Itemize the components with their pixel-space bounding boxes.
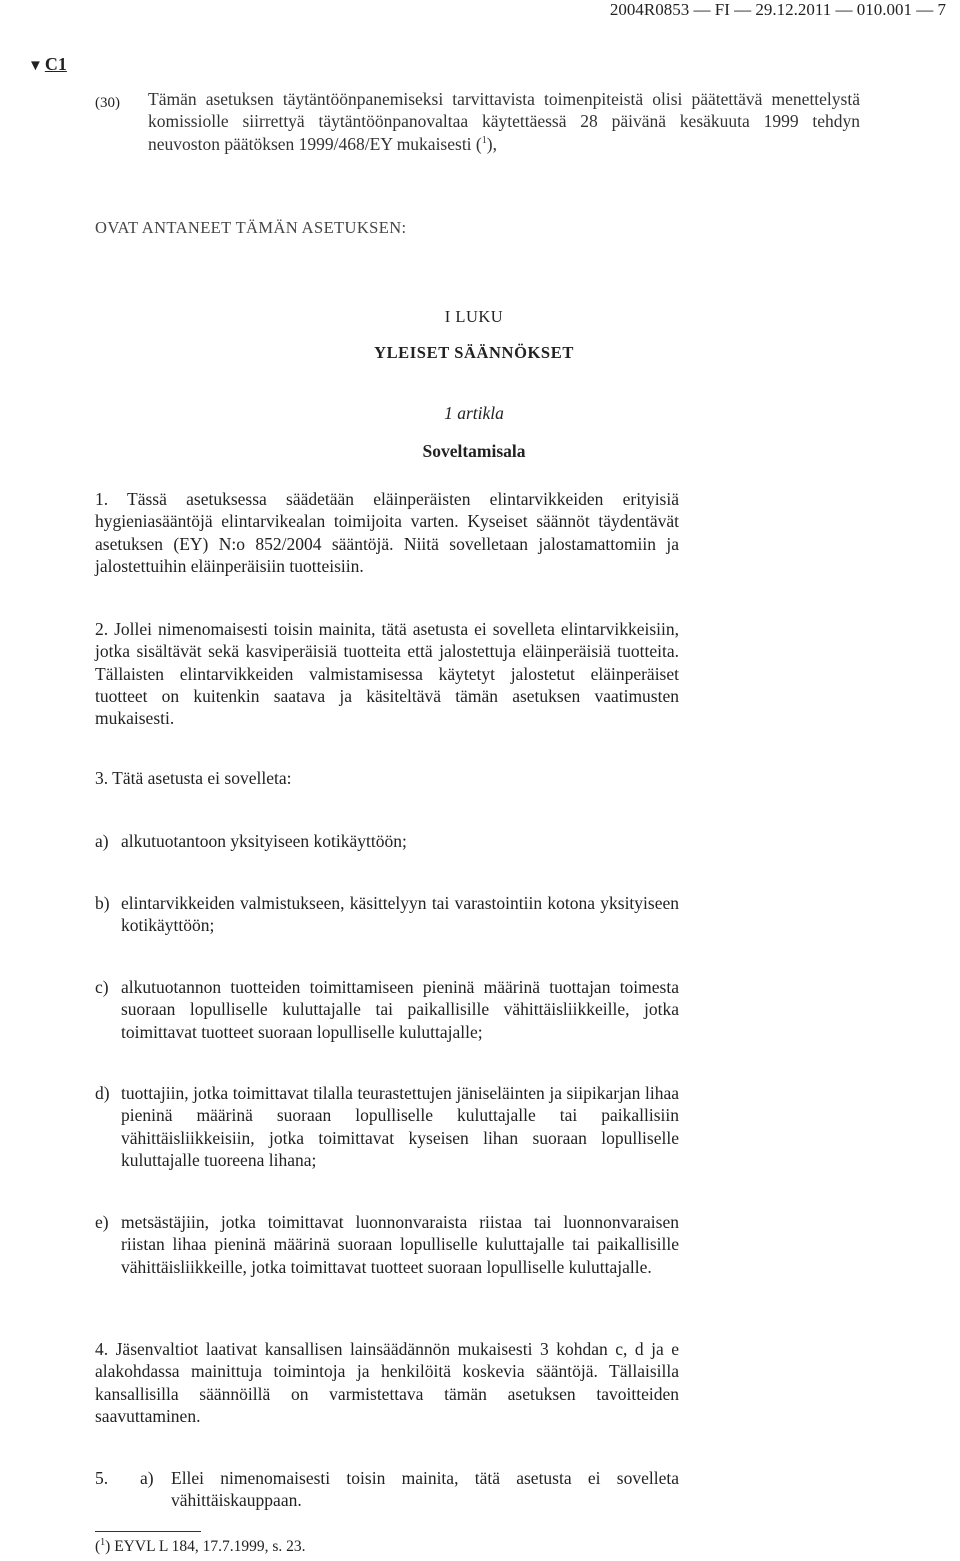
recital-text — [148, 88, 860, 155]
list-item — [95, 830, 679, 852]
enacting-formula: OVAT ANTANEET TÄMÄN ASETUKSEN: — [95, 218, 407, 237]
list-item-text: elintarvikkeiden valmistukseen, käsittelyyn tai varastointiin kotona yksityiseen kotikäyttöön; — [121, 893, 679, 936]
list-item-label: d) — [95, 1083, 110, 1103]
recital-body: Tämän asetuksen täytäntöönpanemiseksi tarvittavista toimenpiteistä olisi päätettävä menettelystä komissiolle siirrettyä täytäntöönpanovaltaa käytettäessä 28 päivänä kesäkuuta 1999 tehdyn neuvoston päätöksen 1999/468/EY mukaisesti ( — [148, 89, 860, 154]
paragraph-3: 3. Tätä asetusta ei sovelleta: — [95, 768, 292, 788]
list-item-text: metsästäjiin, jotka toimittavat luonnonvaraista riistaa tai luonnonvaraisen riistan lihaa pieninä määrinä suoraan lopulliselle kuluttajalle tai paikallisille vähittäisliikkeille, jotka toimittavat tuotteet suoraan lopulliselle kuluttajalle. — [121, 1212, 679, 1277]
chapter-number: I LUKU — [444, 307, 504, 326]
page-number: 7 — [937, 0, 946, 19]
doc-lang: FI — [714, 0, 730, 19]
recital-end: ), — [486, 133, 497, 154]
doc-version: 010.001 — [856, 0, 912, 19]
article-title: Soveltamisala — [422, 441, 526, 461]
list-item-label: b) — [95, 893, 110, 913]
list-item-label: c) — [95, 977, 109, 997]
amendment-code: C1 — [44, 54, 67, 74]
list-item-label: a) — [95, 831, 109, 851]
footnote-text: EYVL L 184, 17.7.1999, s. 23. — [114, 1538, 306, 1555]
paragraph-2: 2. Jollei nimenomaisesti toisin mainita, tätä asetusta ei sovelleta elintarvikkeisiin, jotka sisältävät sekä kasviperäisiä tuotteita että jalostettuja eläinperäisiä tuotteita. Tällaisten elintarvikkeiden valmistamisessa käytetyt jalostetut eläinperäiset tuotteet on kuitenkin saatava ja käsiteltävä tämän asetuksen vaatimusten mukaisesti. — [95, 619, 679, 729]
list-item — [95, 892, 679, 937]
doc-id: 2004R0853 — [609, 0, 690, 19]
footnote-number: 1 — [100, 1536, 106, 1548]
article-number: 1 artikla — [444, 403, 504, 423]
footnote-divider — [95, 1531, 201, 1532]
footnote-reference: 1 — [481, 134, 487, 146]
paragraph-4: 4. Jäsenvaltiot laativat kansallisen lainsäädännön mukaisesti 3 kohdan c, d ja e alakohdassa mainittuja toimintoja ja henkilöitä koskevia sääntöjä. Tällaisilla kansallisilla säännöillä on varmistettava tämän asetuksen tavoitteiden saavuttaminen. — [95, 1339, 679, 1426]
list-item-text: alkutuotannon tuotteiden toimittamiseen pieninä määrinä tuottajan toimesta suoraan lopulliselle kuluttajalle tai paikallisille vähittäisliikkeille, jotka toimittavat tuotteet suoraan lopulliselle kuluttajalle; — [121, 977, 679, 1042]
list-item — [95, 1211, 679, 1278]
list-item-text: alkutuotantoon yksityiseen kotikäyttöön; — [121, 831, 407, 851]
list-item — [95, 976, 679, 1043]
paragraph-1: 1. Tässä asetuksessa säädetään eläinperäisten elintarvikkeiden erityisiä hygieniasääntöjä elintarvikealan toimijoita varten. Kyseiset säännöt täydentävät asetuksen (EY) N:o 852/2004 sääntöjä. Niitä sovelletaan jalostamattomiin ja jalostettuihin eläinperäisiin tuotteisiin. — [95, 489, 679, 576]
footnote: ($^1$) EYVL L 184, 17.7.1999, s. 23. — [95, 1536, 306, 1555]
paragraph-5-number: 5. — [95, 1468, 109, 1488]
doc-date: 29.12.2011 — [755, 0, 832, 19]
paragraph-5-text: Ellei nimenomaisesti toisin mainita, tätä asetusta ei sovelleta vähittäiskauppaan. — [171, 1468, 679, 1511]
list-item-label: e) — [95, 1212, 109, 1232]
triangle-down-icon: ▼ — [28, 58, 43, 74]
recital-number: (30) — [95, 95, 120, 111]
running-header: 2004R0853 — FI — 29.12.2011 — 010.001 — 7 — [609, 0, 946, 19]
paragraph-5 — [95, 1467, 679, 1512]
list-item — [95, 1082, 679, 1171]
amendment-marker — [28, 54, 67, 75]
list-item-text: tuottajiin, jotka toimittavat tilalla teurastettujen jäniseläinten ja siipikarjan lihaa pieninä määrinä suoraan lopulliselle kuluttajalle tai paikallisiin vähittäisliikkeisiin, jotka toimittavat kyseisen lihan suoraan lopulliselle kuluttajalle tuoreena lihana; — [121, 1083, 679, 1170]
chapter-title: YLEISET SÄÄNNÖKSET — [374, 343, 574, 362]
paragraph-5-subitem-label: a) — [140, 1468, 154, 1488]
